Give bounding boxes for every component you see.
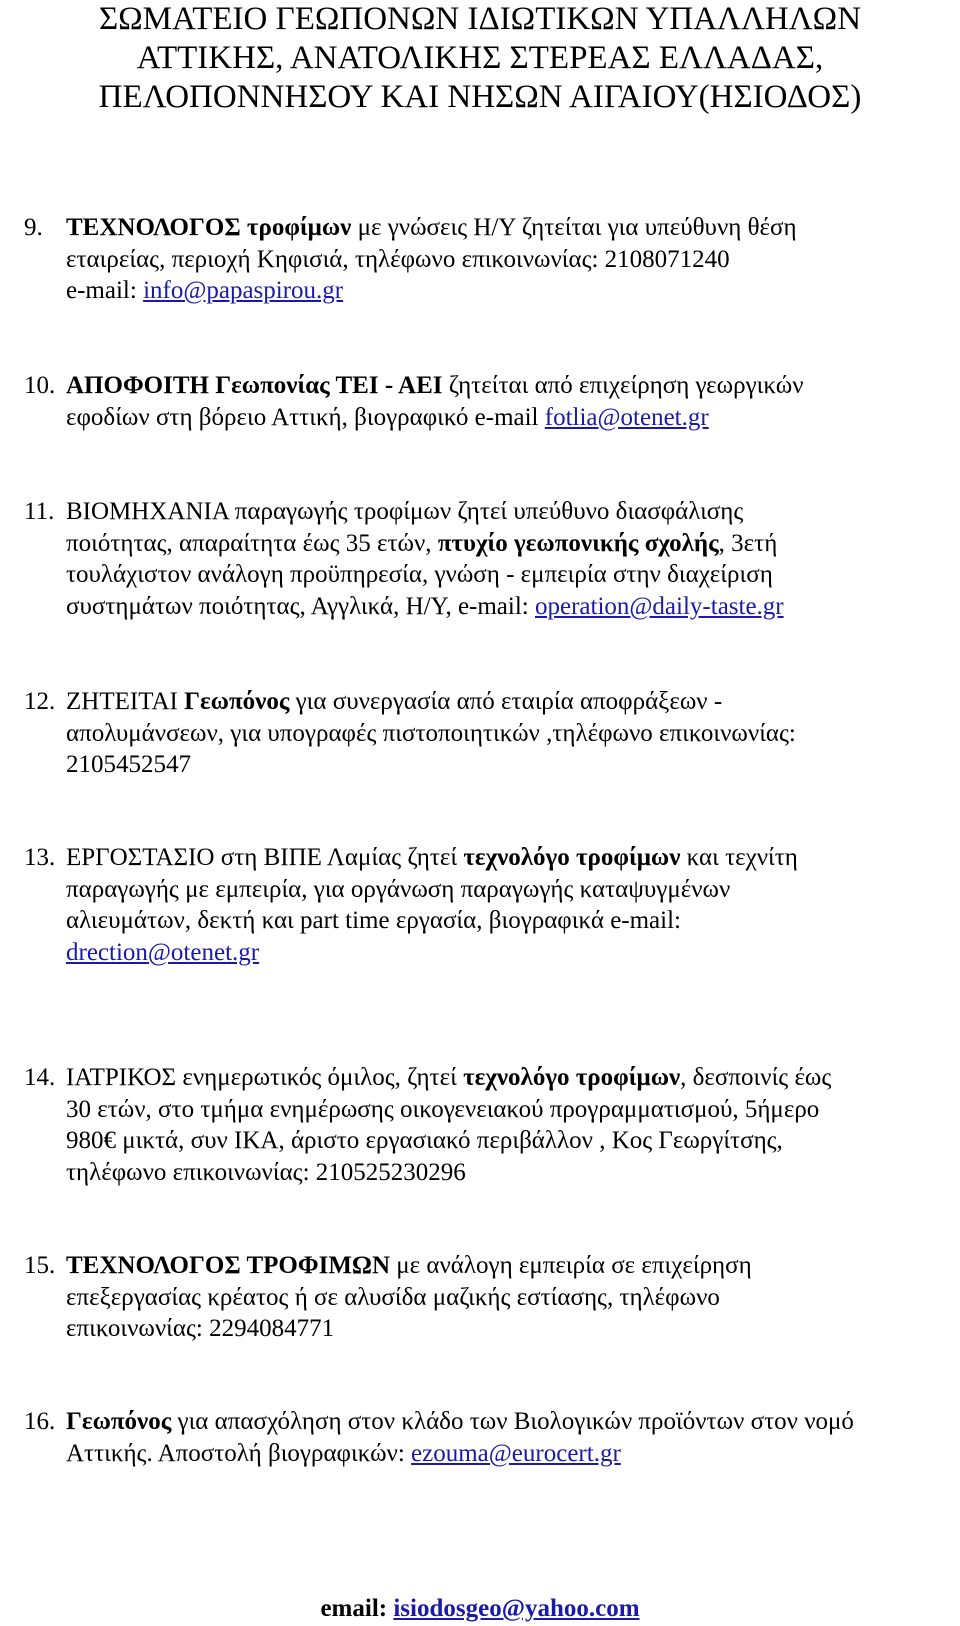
listing-number: 10. bbox=[24, 372, 56, 399]
listing-text: Γεωπόνος για απασχόληση στον κλάδο των Βιολογικών προϊόντων στον νομό Αττικής. Αποστολή βιογραφικών: ezouma@eurocert.gr bbox=[66, 1408, 854, 1467]
listing-highlight: ΤΕΧΝΟΛΟΓΟΣ ΤΡΟΦΙΜΩΝ bbox=[66, 1252, 390, 1279]
listing-number: 9. bbox=[24, 214, 43, 241]
email-link[interactable]: operation@daily-taste.gr bbox=[535, 592, 784, 620]
listing-text: ΤΕΧΝΟΛΟΓΟΣ ΤΡΟΦΙΜΩΝ με ανάλογη εμπειρία σε επιχείρηση επεξεργασίας κρέατος ή σε αλυσίδα μαζικής εστίασης, τηλέφωνο επικοινωνίας: 2294084771 bbox=[66, 1252, 752, 1342]
footer-email-link[interactable]: isiodosgeo@yahoo.com bbox=[393, 1595, 640, 1622]
listing-highlight: τεχνολόγο τροφίμων bbox=[463, 844, 681, 871]
listing-highlight: ΑΠΟΦΟΙΤΗ Γεωπονίας ΤΕΙ - ΑΕΙ bbox=[66, 372, 443, 399]
email-link[interactable]: fotlia@otenet.gr bbox=[544, 403, 709, 431]
listing-number: 12. bbox=[24, 688, 56, 715]
email-link[interactable]: info@papaspirou.gr bbox=[143, 277, 344, 304]
listing-number: 16. bbox=[24, 1408, 56, 1435]
listing-highlight: Γεωπόνος bbox=[184, 688, 290, 715]
listing-highlight: ΤΕΧΝΟΛΟΓΟΣ τροφίμων bbox=[66, 214, 352, 241]
listing-number: 15. bbox=[24, 1252, 56, 1279]
listing-number: 13. bbox=[24, 844, 56, 871]
listing-highlight: Γεωπόνος bbox=[66, 1408, 172, 1435]
listing-text: ΙΑΤΡΙΚΟΣ ενημερωτικός όμιλος, ζητεί τεχνολόγο τροφίμων, δεσποινίς έως 30 ετών, στο τμήμα ενημέρωσης οικογενειακού προγραμματισμού, 5ήμερο 980€ μικτά, συν ΙΚΑ, άριστο εργασιακό περιβάλλον , Κος Γεωργίτσης, τηλέφωνο επικοινωνίας: 210525230296 bbox=[66, 1064, 832, 1186]
footer-email-label: email: bbox=[320, 1595, 394, 1622]
title-line-3: ΠΕΛΟΠΟΝΝΗΣΟΥ ΚΑΙ ΝΗΣΩΝ ΑΙΓΑΙΟΥ(ΗΣΙΟΔΟΣ) bbox=[98, 79, 862, 115]
listing-number: 14. bbox=[24, 1064, 56, 1091]
listing-text: ΖΗΤΕΙΤΑΙ Γεωπόνος για συνεργασία από εταιρία αποφράξεων - απολυμάνσεων, για υπογραφές πιστοποιητικών ,τηλέφωνο επικοινωνίας: 2105452547 bbox=[66, 688, 796, 778]
email-link[interactable]: drection@otenet.gr bbox=[66, 938, 260, 966]
listing-text: ΑΠΟΦΟΙΤΗ Γεωπονίας ΤΕΙ - ΑΕΙ ζητείται από επιχείρηση γεωργικών εφοδίων στη βόρειο Αττική, βιογραφικό e-mail fotlia@otenet.gr bbox=[66, 372, 804, 431]
footer-contact bbox=[0, 1594, 960, 1624]
listing-text: ΕΡΓΟΣΤΑΣΙΟ στη ΒΙΠΕ Λαμίας ζητεί τεχνολόγο τροφίμων και τεχνίτη παραγωγής με εμπειρία, για οργάνωση παραγωγής καταψυγμένων αλιευμάτων, δεκτή και part time εργασία, βιογραφικά e-mail: drection@otenet.gr bbox=[66, 844, 798, 966]
title-line-1: ΣΩΜΑΤΕΙΟ ΓΕΩΠΟΝΩΝ ΙΔΙΩΤΙΚΩΝ ΥΠΑΛΛΗΛΩΝ bbox=[98, 1, 862, 37]
listing-text: ΤΕΧΝΟΛΟΓΟΣ τροφίμων με γνώσεις Η/Υ ζητείται για υπεύθυνη θέση εταιρείας, περιοχή Κηφισιά, τηλέφωνο επικοινωνίας: 2108071240 e-mail: info@papaspirou.gr bbox=[66, 214, 797, 304]
document-title bbox=[0, 0, 960, 117]
title-line-2: ΑΤΤΙΚΗΣ, ΑΝΑΤΟΛΙΚΗΣ ΣΤΕΡΕΑΣ ΕΛΛΑΔΑΣ, bbox=[136, 40, 824, 76]
listing-text: ΒΙΟΜΗΧΑΝΙΑ παραγωγής τροφίμων ζητεί υπεύθυνο διασφάλισης ποιότητας, απαραίτητα έως 35 ετών, πτυχίο γεωπονικής σχολής, 3ετή τουλάχιστον ανάλογη προϋπηρεσία, γνώση - εμπειρία στην διαχείριση συστημάτων ποιότητας, Αγγλικά, Η/Υ, e-mail: operation@daily-taste.gr bbox=[66, 498, 784, 620]
listing-highlight: τεχνολόγο τροφίμων bbox=[463, 1064, 681, 1091]
listing-highlight: πτυχίο γεωπονικής σχολής bbox=[437, 529, 719, 557]
listing-number: 11. bbox=[24, 498, 55, 525]
email-link[interactable]: ezouma@eurocert.gr bbox=[411, 1439, 621, 1467]
